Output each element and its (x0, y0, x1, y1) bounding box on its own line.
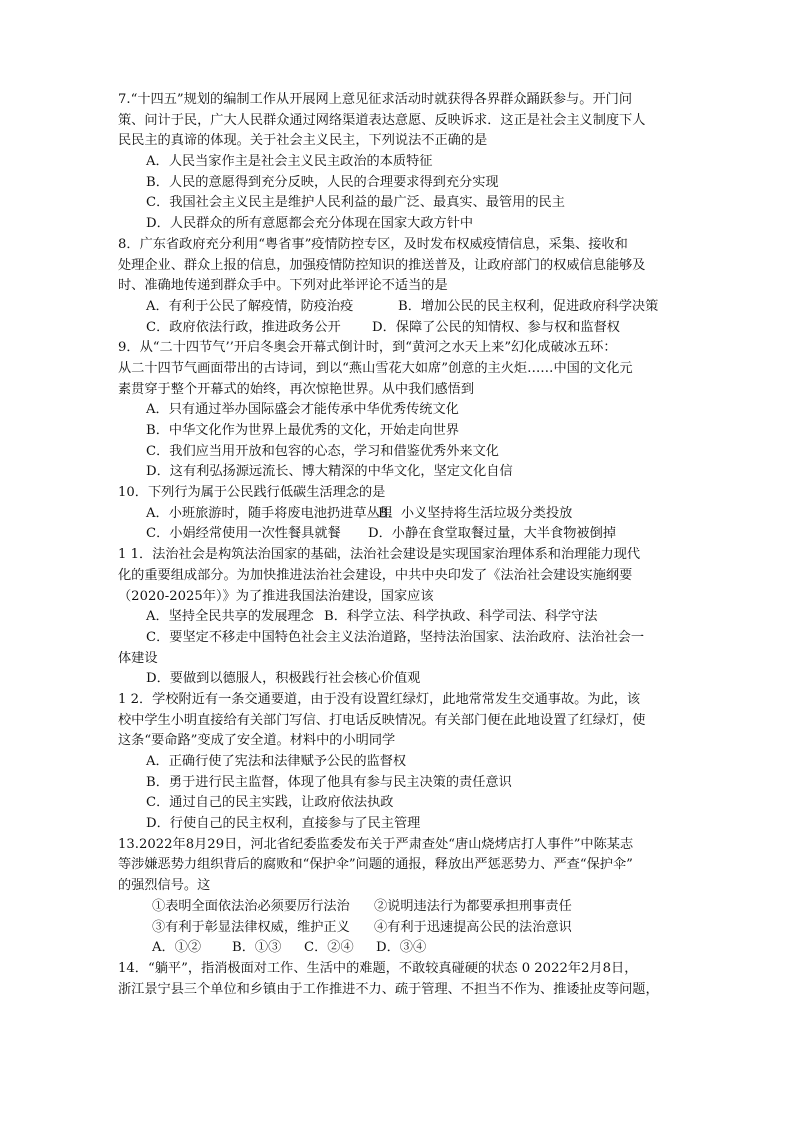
question-stem: 等涉嫌恶势力组织背后的腐败和“保护伞”问题的通报，释放出严惩恶势力、严查“保护伞” (118, 857, 633, 873)
option-a: A．只有通过举办国际盛会才能传承中华优秀传统文化 (146, 402, 459, 418)
option-d: D．③④ (376, 940, 427, 956)
option-c: C．我们应当用开放和包容的心态，学习和借鉴优秀外来文化 (146, 443, 499, 459)
option-row (118, 297, 678, 318)
option-row (118, 607, 678, 628)
question-stem: 的强烈信号。这 (118, 878, 211, 894)
question-13 (118, 835, 678, 959)
question-stem: 10．下列行为属于公民践行低碳生活理念的是 (118, 485, 386, 501)
option-b: B．中华文化作为世界上最优秀的文化，开始走向世界 (146, 423, 460, 438)
option-b: B．人民的意愿得到充分反映，人民的合理要求得到充分实现 (146, 174, 499, 190)
question-10 (118, 483, 678, 545)
option-a: A．人民当家作主是社会主义民主政治的本质特征 (146, 154, 433, 170)
option-c: C．小娟经常使用一次性餐具就餐 (146, 526, 341, 542)
question-stem: 时、准确地传递到群众手中。下列对此举评论不适当的是 (118, 278, 448, 294)
option-d: D．保障了公民的知情权、参与权和监督权 (372, 319, 620, 335)
option-a: A．有利于公民了解疫情，防疫治疫 (146, 298, 354, 314)
question-stem: （2020-2025年）》为了推进我国法治建设，国家应该 (118, 588, 434, 604)
question-stem: 9．从“二十四节气’’开启冬奥会开幕式倒计时，到“黄河之水天上来”幻化成破冰五环： (118, 340, 617, 356)
question-11 (118, 545, 678, 690)
option-row (118, 504, 678, 525)
statement-3: ③有利于彰显法律权威，维护正义 (152, 919, 350, 935)
option-c-continued: 体建设 (118, 650, 158, 666)
option-d: D．这有利弘扬源远流长、博大精深的中华文化，坚定文化自信 (146, 464, 513, 480)
exam-page (118, 90, 678, 1000)
option-a: A．①② (152, 940, 202, 956)
statement-4: ④有利于迅速提高公民的法治意识 (374, 919, 572, 935)
question-12 (118, 690, 678, 835)
option-c: C．我国社会主义民主是维护人民利益的最广泛、最真实、最管用的民主 (146, 195, 565, 211)
statement-2: ②说明违法行为都要承担刑事责任 (374, 898, 572, 914)
question-stem: 13.2022年8月29日，河北省纪委监委发布关于严肃查处“唐山烧烤店打人事件”中陈某志 (118, 836, 634, 852)
statement-row (118, 918, 678, 939)
statement-row (118, 897, 678, 918)
option-row (118, 524, 678, 545)
question-stem: 8．广东省政府充分利用“粤省事”疫情防控专区，及时发布权威疫情信息，采集、接收和 (118, 236, 628, 252)
question-stem: 素贯穿于整个开幕式的始终，再次惊艳世界。从中我们感悟到 (118, 381, 475, 397)
question-stem: 处理企业、群众上报的信息，加强疫情防控知识的推送普及，让政府部门的权威信息能够及 (118, 257, 646, 273)
option-d: D．行使自己的民主权利，直接参与了民主管理 (146, 816, 421, 832)
question-stem: 1 1．法治社会是构筑法治国家的基础，法治社会建设是实现国家治理体系和治理能力现代 (118, 547, 641, 563)
option-row (118, 318, 678, 339)
option-row (118, 938, 678, 959)
option-d: D．人民群众的所有意愿都会充分体现在国家大政方针中 (146, 216, 474, 232)
question-stem: 策、问计于民，广大人民群众通过网络渠道表达意愿、反映诉求．这正是社会主义制度下人 (118, 112, 646, 128)
statement-1: ①表明全面依法治必须要厉行法治 (152, 898, 350, 914)
option-c: C．要坚定不移走中国特色社会主义法治道路，坚持法治国家、法治政府、法治社会一 (146, 629, 645, 645)
question-stem: 化的重要组成部分。为加快推进法治社会建设，中共中央印发了《法治社会建设实施纲要 (118, 567, 633, 583)
option-b: B．勇于进行民主监督，体现了他具有参与民主决策的责任意识 (146, 774, 512, 790)
question-stem: 浙江景宁县三个单位和乡镇由于工作推进不力、疏于管理、不担当不作为、推诿扯皮等问题， (118, 981, 659, 997)
question-8 (118, 235, 678, 338)
option-a: A．小班旅游时，随手将废电池扔进草丛里 (146, 505, 393, 521)
question-9 (118, 338, 678, 483)
question-stem: 从二十四节气画面带出的古诗词，到以“燕山雪花大如席”创意的主火炬……中国的文化元 (118, 360, 633, 376)
option-b: B．增加公民的民主权利，促进政府科学决策 (398, 298, 659, 314)
option-d: D．要做到以德服人，积极践行社会核心价值观 (146, 671, 421, 687)
question-stem: 这条“要命路”变成了安全道。材料中的小明同学 (118, 733, 396, 749)
question-stem: 14．“躺平”，指消极面对工作、生活中的难题，不敢较真碰硬的状态 0 2022年2月8日， (118, 960, 638, 976)
question-stem: 校中学生小明直接给有关部门写信、打电话反映情况。有关部门便在此地设置了红绿灯，使 (118, 712, 646, 728)
question-14 (118, 959, 678, 1000)
option-a: A．正确行使了宪法和法律赋予公民的监督权 (146, 754, 407, 769)
option-b: B．科学立法、科学执政、科学司法、科学守法 (324, 609, 598, 625)
option-c: C．政府依法行政，推进政务公开 (146, 319, 341, 335)
question-stem: 1 2．学校附近有一条交通要道，由于没有设置红绿灯，此地常常发生交通事故。为此，该 (118, 691, 641, 707)
option-a: A．坚持全民共享的发展理念 (146, 609, 314, 625)
option-b: B．①③ (232, 940, 282, 956)
option-d: D．小静在食堂取餐过量，大半食物被倒掉 (368, 526, 616, 542)
question-stem: 民民主的真谛的体现。关于社会主义民主，下列说法不正确的是 (118, 133, 488, 149)
option-c: C．通过自己的民主实践，让政府依法执政 (146, 795, 394, 811)
question-7 (118, 90, 678, 235)
question-stem: 7.“十四五”规划的编制工作从开展网上意见征求活动时就获得各界群众踊跃参与。开门问 (118, 92, 632, 107)
option-b: B．小义坚持将生活垃圾分类投放 (378, 505, 573, 521)
option-c: C．②④ (304, 940, 354, 956)
